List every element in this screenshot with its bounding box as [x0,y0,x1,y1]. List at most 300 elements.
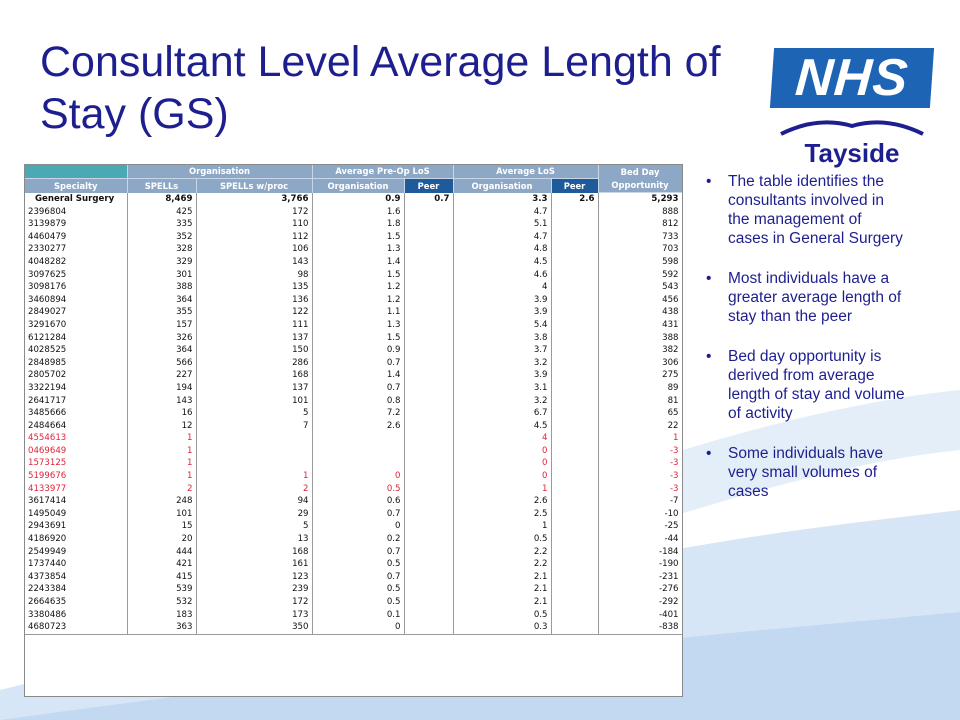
bed-day-cell: 592 [598,269,682,282]
los-org-cell: 0 [453,457,551,470]
bullet-dot-icon: • [706,348,712,365]
preop-peer-cell [404,533,453,546]
spells-wproc-cell: 168 [196,546,312,559]
los-org-cell: 1 [453,483,551,496]
table-row [25,218,682,231]
preop-org-cell: 0.9 [312,344,404,357]
table-row [25,395,682,408]
los-peer-cell [551,369,598,382]
los-peer-cell [551,256,598,269]
los-org-cell: 4.8 [453,243,551,256]
preop-org-cell: 1.2 [312,281,404,294]
specialty-cell: 4133977 [25,483,127,496]
preop-org-cell: 1.5 [312,269,404,282]
spells-cell: 157 [127,319,196,332]
los-peer-cell [551,420,598,433]
preop-peer-cell [404,332,453,345]
preop-peer-cell [404,457,453,470]
specialty-cell: 4186920 [25,533,127,546]
table-row [25,583,682,596]
table-row [25,546,682,559]
table-row [25,596,682,609]
spells-wproc-cell: 122 [196,306,312,319]
preop-peer-cell [404,546,453,559]
specialty-cell: 2805702 [25,369,127,382]
preop-org-cell: 0.6 [312,495,404,508]
col-header-preop-organisation: Organisation [312,179,404,193]
los-peer-cell [551,609,598,622]
los-org-cell: 4.6 [453,269,551,282]
spells-wproc-cell: 168 [196,369,312,382]
preop-peer-cell [404,609,453,622]
table-row [25,319,682,332]
table-row [25,621,682,634]
preop-org-cell: 0 [312,621,404,634]
spells-cell: 1 [127,445,196,458]
spells-wproc-cell [196,457,312,470]
preop-org-cell: 1.6 [312,206,404,219]
los-peer-cell [551,558,598,571]
preop-peer-cell: 0.7 [404,193,453,206]
logo-arch-icon [777,114,927,136]
preop-peer-cell [404,294,453,307]
spells-cell: 16 [127,407,196,420]
bullet-dot-icon: • [706,270,712,287]
preop-peer-cell [404,281,453,294]
specialty-cell: 2849027 [25,306,127,319]
preop-org-cell: 1.3 [312,243,404,256]
spells-wproc-cell: 239 [196,583,312,596]
preop-peer-cell [404,558,453,571]
preop-org-cell: 1.2 [312,294,404,307]
los-peer-cell [551,332,598,345]
preop-peer-cell [404,520,453,533]
spells-wproc-cell: 106 [196,243,312,256]
table-row [25,332,682,345]
specialty-cell: 3097625 [25,269,127,282]
bed-day-cell: -838 [598,621,682,634]
bed-day-cell: -292 [598,596,682,609]
col-header-spells: SPELLs [127,179,196,193]
specialty-cell: 4373854 [25,571,127,584]
los-peer-cell [551,546,598,559]
los-peer-cell [551,457,598,470]
preop-org-cell: 0.7 [312,508,404,521]
spells-cell: 364 [127,344,196,357]
specialty-cell: 4680723 [25,621,127,634]
los-peer-cell [551,508,598,521]
specialty-cell: 4554613 [25,432,127,445]
preop-peer-cell [404,306,453,319]
bullet-dot-icon: • [706,445,712,462]
spells-wproc-cell: 101 [196,395,312,408]
preop-peer-cell [404,395,453,408]
bed-day-cell: 431 [598,319,682,332]
los-peer-cell [551,269,598,282]
spells-cell: 12 [127,420,196,433]
preop-org-cell: 0.5 [312,558,404,571]
specialty-cell: 3098176 [25,281,127,294]
spells-cell: 352 [127,231,196,244]
preop-org-cell: 0 [312,520,404,533]
table-row [25,357,682,370]
specialty-cell: 3485666 [25,407,127,420]
spells-cell: 388 [127,281,196,294]
spells-cell: 415 [127,571,196,584]
preop-org-cell: 0.7 [312,382,404,395]
specialty-cell: 6121284 [25,332,127,345]
consultant-los-table [24,164,683,697]
spells-cell: 15 [127,520,196,533]
table-row [25,369,682,382]
los-peer-cell [551,344,598,357]
preop-peer-cell [404,206,453,219]
spells-cell: 101 [127,508,196,521]
spells-cell: 248 [127,495,196,508]
bed-day-cell: -3 [598,457,682,470]
table-row [25,571,682,584]
specialty-cell: 1737440 [25,558,127,571]
preop-org-cell [312,445,404,458]
los-peer-cell [551,520,598,533]
table-row-general-surgery [25,193,682,206]
preop-peer-cell [404,445,453,458]
preop-peer-cell [404,495,453,508]
spells-wproc-cell: 137 [196,382,312,395]
spells-cell: 326 [127,332,196,345]
specialty-cell: 3322194 [25,382,127,395]
table-group-header-row [25,165,682,179]
preop-org-cell: 7.2 [312,407,404,420]
specialty-cell: 1573125 [25,457,127,470]
preop-peer-cell [404,319,453,332]
spells-cell: 363 [127,621,196,634]
spells-wproc-cell: 98 [196,269,312,282]
spells-wproc-cell: 112 [196,231,312,244]
bed-day-cell: 438 [598,306,682,319]
los-org-cell: 6.7 [453,407,551,420]
los-peer-cell [551,583,598,596]
preop-org-cell: 0.9 [312,193,404,206]
spells-cell: 8,469 [127,193,196,206]
preop-peer-cell [404,432,453,445]
los-org-cell: 5.4 [453,319,551,332]
bed-day-cell: 89 [598,382,682,395]
los-org-cell: 2.2 [453,546,551,559]
spells-wproc-cell: 172 [196,206,312,219]
los-org-cell: 1 [453,520,551,533]
specialty-cell: 1495049 [25,508,127,521]
preop-peer-cell [404,243,453,256]
preop-org-cell: 1.5 [312,231,404,244]
group-header-avg-los: Average LoS [453,165,598,179]
los-org-cell: 2.2 [453,558,551,571]
los-org-cell: 4.5 [453,256,551,269]
spells-wproc-cell: 136 [196,294,312,307]
table-row [25,269,682,282]
bed-day-cell: -184 [598,546,682,559]
preop-peer-cell [404,621,453,634]
spells-cell: 1 [127,470,196,483]
los-org-cell: 3.2 [453,357,551,370]
specialty-cell: 4048282 [25,256,127,269]
los-peer-cell [551,218,598,231]
los-org-cell: 4.5 [453,420,551,433]
table-row [25,281,682,294]
spells-cell: 20 [127,533,196,546]
los-org-cell: 0.5 [453,609,551,622]
spells-cell: 227 [127,369,196,382]
specialty-cell: 2243384 [25,583,127,596]
spells-wproc-cell: 2 [196,483,312,496]
preop-peer-cell [404,269,453,282]
table-row [25,256,682,269]
specialty-cell: 2664635 [25,596,127,609]
spells-cell: 2 [127,483,196,496]
los-peer-cell [551,596,598,609]
spells-wproc-cell: 5 [196,407,312,420]
los-org-cell: 2.5 [453,508,551,521]
col-header-los-organisation: Organisation [453,179,551,193]
table-row [25,294,682,307]
preop-peer-cell [404,596,453,609]
preop-peer-cell [404,256,453,269]
bed-day-cell: -7 [598,495,682,508]
spells-cell: 1 [127,457,196,470]
bed-day-cell: -10 [598,508,682,521]
bullet-dot-icon: • [706,173,712,190]
los-peer-cell: 2.6 [551,193,598,206]
col-header-preop-peer: Peer [404,179,453,193]
preop-org-cell: 1.8 [312,218,404,231]
preop-peer-cell [404,571,453,584]
table-row [25,470,682,483]
spells-wproc-cell: 135 [196,281,312,294]
table-row [25,306,682,319]
bed-day-cell: 1 [598,432,682,445]
corner-cell [25,165,127,179]
spells-cell: 329 [127,256,196,269]
table-row [25,609,682,622]
spells-wproc-cell: 29 [196,508,312,521]
bed-day-cell: -276 [598,583,682,596]
spells-cell: 1 [127,432,196,445]
col-header-spells-wproc: SPELLs w/proc [196,179,312,193]
preop-org-cell: 0.8 [312,395,404,408]
spells-cell: 566 [127,357,196,370]
preop-peer-cell [404,344,453,357]
preop-org-cell: 1.5 [312,332,404,345]
table-row [25,243,682,256]
table-row [25,457,682,470]
preop-peer-cell [404,508,453,521]
spells-cell: 301 [127,269,196,282]
table-row [25,520,682,533]
preop-org-cell [312,457,404,470]
bed-day-cell: -190 [598,558,682,571]
preop-peer-cell [404,420,453,433]
bed-day-cell: 598 [598,256,682,269]
table-row [25,445,682,458]
table-row [25,533,682,546]
specialty-cell: 0469649 [25,445,127,458]
spells-cell: 532 [127,596,196,609]
specialty-cell: 3460894 [25,294,127,307]
preop-org-cell: 0 [312,470,404,483]
los-org-cell: 3.8 [453,332,551,345]
preop-org-cell: 1.1 [312,306,404,319]
preop-org-cell: 1.4 [312,256,404,269]
group-header-bed-day-opportunity: Bed Day Opportunity [598,165,682,193]
bullet-item [706,269,906,326]
los-org-cell: 2.6 [453,495,551,508]
los-org-cell: 3.9 [453,306,551,319]
preop-org-cell: 0.7 [312,357,404,370]
bed-day-cell: -3 [598,483,682,496]
specialty-cell: 2549949 [25,546,127,559]
specialty-cell: 3380486 [25,609,127,622]
bed-day-cell: -231 [598,571,682,584]
specialty-cell: 3139879 [25,218,127,231]
preop-peer-cell [404,357,453,370]
specialty-cell: 2848985 [25,357,127,370]
preop-org-cell: 0.7 [312,571,404,584]
los-peer-cell [551,243,598,256]
los-org-cell: 3.2 [453,395,551,408]
bed-day-cell: 275 [598,369,682,382]
table-row [25,344,682,357]
los-peer-cell [551,395,598,408]
table-row [25,231,682,244]
spells-wproc-cell: 350 [196,621,312,634]
spells-wproc-cell: 123 [196,571,312,584]
spells-wproc-cell: 3,766 [196,193,312,206]
los-org-cell: 2.1 [453,583,551,596]
table-row [25,558,682,571]
bed-day-cell: 65 [598,407,682,420]
spells-wproc-cell: 143 [196,256,312,269]
preop-org-cell: 0.5 [312,596,404,609]
bed-day-cell: -25 [598,520,682,533]
preop-org-cell: 0.2 [312,533,404,546]
table-row [25,206,682,219]
los-org-cell: 0.3 [453,621,551,634]
spells-wproc-cell [196,445,312,458]
spells-wproc-cell: 173 [196,609,312,622]
bullet-item [706,444,906,501]
specialty-cell: 2943691 [25,520,127,533]
los-peer-cell [551,206,598,219]
spells-wproc-cell: 172 [196,596,312,609]
preop-peer-cell [404,470,453,483]
bullet-item [706,347,906,423]
spells-cell: 194 [127,382,196,395]
bed-day-cell: 22 [598,420,682,433]
table-row [25,407,682,420]
specialty-cell: 5199676 [25,470,127,483]
spells-cell: 421 [127,558,196,571]
los-org-cell: 4 [453,281,551,294]
los-peer-cell [551,445,598,458]
bullet-text: Some individuals have very small volumes of cases [728,445,884,500]
los-peer-cell [551,357,598,370]
bed-day-cell: -401 [598,609,682,622]
col-header-los-peer: Peer [551,179,598,193]
logo-region-name: Tayside [804,138,900,168]
spells-cell: 425 [127,206,196,219]
bed-day-cell: 306 [598,357,682,370]
spells-wproc-cell: 7 [196,420,312,433]
preop-org-cell [312,432,404,445]
los-peer-cell [551,407,598,420]
spells-wproc-cell: 111 [196,319,312,332]
preop-org-cell: 1.3 [312,319,404,332]
los-org-cell: 3.9 [453,294,551,307]
bed-day-cell: -3 [598,445,682,458]
bed-day-cell: -3 [598,470,682,483]
bullet-text: Most individuals have a greater average length of stay than the peer [728,270,902,325]
preop-peer-cell [404,369,453,382]
los-data-grid [25,165,683,635]
table-row [25,420,682,433]
spells-cell: 355 [127,306,196,319]
los-peer-cell [551,319,598,332]
los-org-cell: 4 [453,432,551,445]
specialty-cell: 3617414 [25,495,127,508]
los-peer-cell [551,281,598,294]
nhs-logo-box: NHS [770,48,934,108]
spells-cell: 183 [127,609,196,622]
preop-peer-cell [404,483,453,496]
group-header-preop-los: Average Pre-Op LoS [312,165,453,179]
los-org-cell: 0 [453,445,551,458]
los-peer-cell [551,306,598,319]
los-org-cell: 2.1 [453,596,551,609]
los-peer-cell [551,432,598,445]
specialty-cell: 4028525 [25,344,127,357]
bed-day-cell: 382 [598,344,682,357]
los-peer-cell [551,571,598,584]
los-peer-cell [551,533,598,546]
los-peer-cell [551,495,598,508]
specialty-cell: 3291670 [25,319,127,332]
specialty-cell: General Surgery [25,193,127,206]
group-header-organisation: Organisation [127,165,312,179]
bed-day-cell: 81 [598,395,682,408]
bed-day-cell: 812 [598,218,682,231]
spells-cell: 335 [127,218,196,231]
preop-org-cell: 0.1 [312,609,404,622]
spells-wproc-cell: 137 [196,332,312,345]
los-org-cell: 3.9 [453,369,551,382]
los-peer-cell [551,470,598,483]
preop-peer-cell [404,583,453,596]
bed-day-cell: 888 [598,206,682,219]
los-peer-cell [551,382,598,395]
preop-org-cell: 0.5 [312,583,404,596]
spells-cell: 364 [127,294,196,307]
spells-wproc-cell: 286 [196,357,312,370]
preop-peer-cell [404,231,453,244]
table-row [25,495,682,508]
spells-cell: 539 [127,583,196,596]
slide-title: Consultant Level Average Length of Stay (GS) [40,38,721,138]
los-peer-cell [551,231,598,244]
los-org-cell: 5.1 [453,218,551,231]
bullet-text: Bed day opportunity is derived from average length of stay and volume of activity [728,348,905,422]
specialty-cell: 2396804 [25,206,127,219]
bullet-text: The table identifies the consultants involved in the management of cases in General Surgery [728,173,903,247]
